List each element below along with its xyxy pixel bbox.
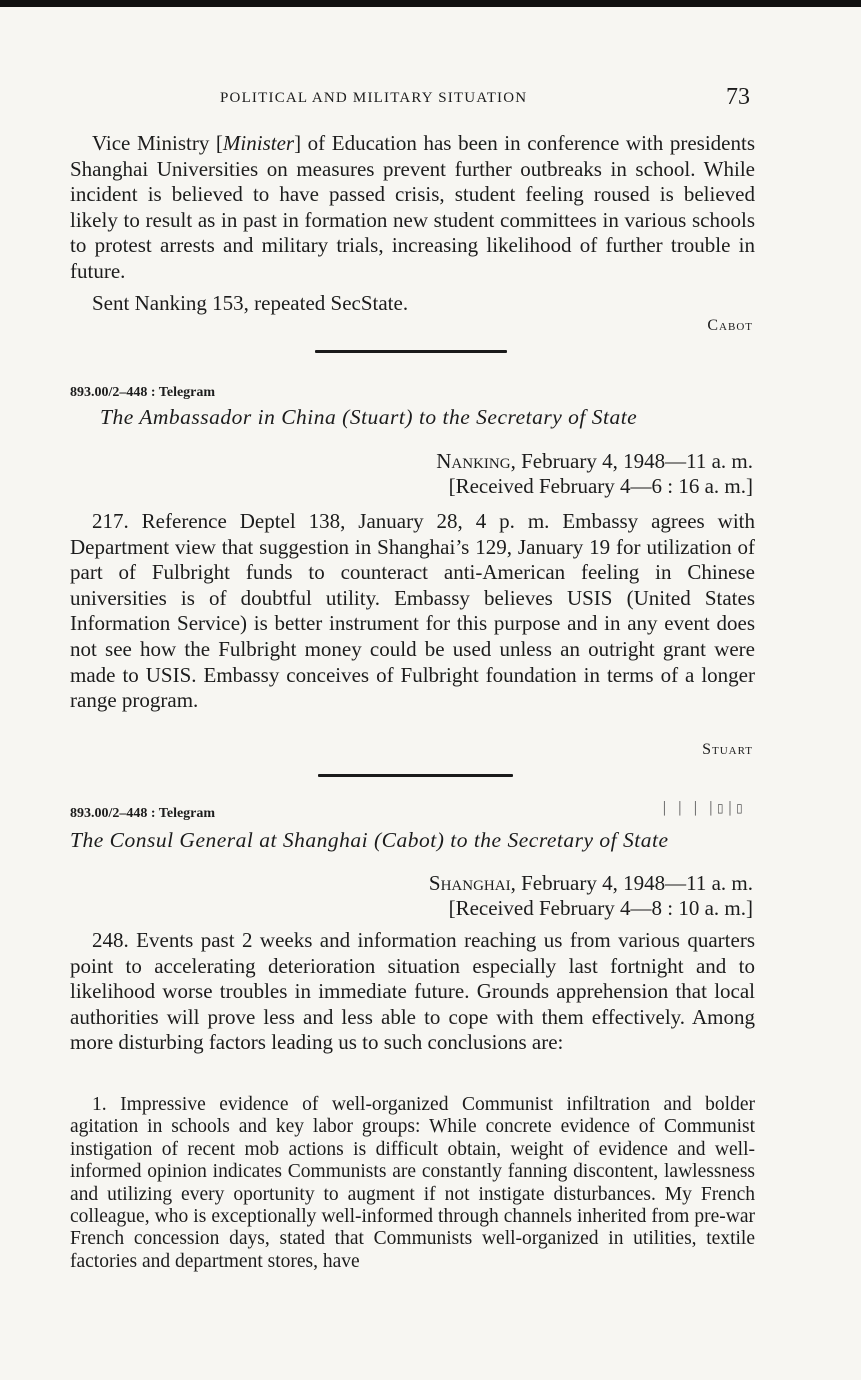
running-head: POLITICAL AND MILITARY SITUATION bbox=[220, 90, 528, 106]
section-divider bbox=[315, 350, 507, 353]
page-top-edge bbox=[0, 0, 861, 7]
library-stamp: │ │ │ │▯│▯ bbox=[660, 801, 745, 815]
numbered-point: 1. Impressive evidence of well-organized Communist infiltration and bolder agitation in schools and key labor groups: While concrete evidence of Communist instigation of recent mob actions is difficult obtain, weight of evidence and well-informed opinion indicates Communists are constantly fanning discontent, lawlessness and utilizing every oportunity to augment if not instigate disturbances. My French colleague, who is exceptionally well-informed through channels inherited from pre-war French concession days, stated that Communists well-organized in utilities, textile factories and department stores, have bbox=[70, 1094, 755, 1272]
received-line: [Received February 4—6 : 16 a. m.] bbox=[448, 474, 753, 498]
dateline: Shanghai, February 4, 1948—11 a. m. bbox=[428, 871, 753, 895]
page-header bbox=[70, 84, 760, 114]
file-number: 893.00/2–448 : Telegram bbox=[70, 385, 216, 400]
section-divider bbox=[318, 774, 513, 777]
sent-line: Sent Nanking 153, repeated SecState. bbox=[92, 291, 409, 315]
file-number: 893.00/2–448 : Telegram bbox=[70, 806, 216, 821]
telegram-body: 217. Reference Deptel 138, January 28, 4 p. m. Embassy agrees with Department view that suggestion in Shanghai’s 129, January 19 for utilization of part of Fulbright funds to counteract anti-American feeling in Chinese universities is of doubtful utility. Embassy believes USIS (United States Information Service) is better instrument for this purpose and in any event does not see how the Fulbright money could be used unless an outright grant were made to USIS. Embassy conceives of Fulbright foundation in terms of a longer range program. bbox=[70, 509, 755, 713]
signature-cabot: Cabot bbox=[707, 317, 753, 334]
document-title: The Consul General at Shanghai (Cabot) to the Secretary of State bbox=[70, 828, 669, 852]
dateline: Nanking, February 4, 1948—11 a. m. bbox=[436, 449, 753, 473]
document-title: The Ambassador in China (Stuart) to the Secretary of State bbox=[100, 405, 638, 429]
continued-paragraph: Vice Ministry [Minister] of Education has been in conference with presidents Shanghai Universities on measures prevent further outbreaks in school. While incident is believed to have passed crisis, student feeling roused is believed likely to result as in past in formation new student committees in various schools to protest arrests and military trials, increasing likelihood of further trouble in future. bbox=[70, 131, 755, 283]
received-line: [Received February 4—8 : 10 a. m.] bbox=[448, 896, 753, 920]
signature-stuart: Stuart bbox=[702, 741, 753, 758]
page-number: 73 bbox=[726, 84, 750, 110]
telegram-body: 248. Events past 2 weeks and information reaching us from various quarters point to accelerating deterioration situation especially last fortnight and to likelihood worse troubles in immediate future. Grounds apprehension that local authorities will prove less and less able to cope with them effectively. Among more disturbing factors leading us to such conclusions are: bbox=[70, 928, 755, 1055]
